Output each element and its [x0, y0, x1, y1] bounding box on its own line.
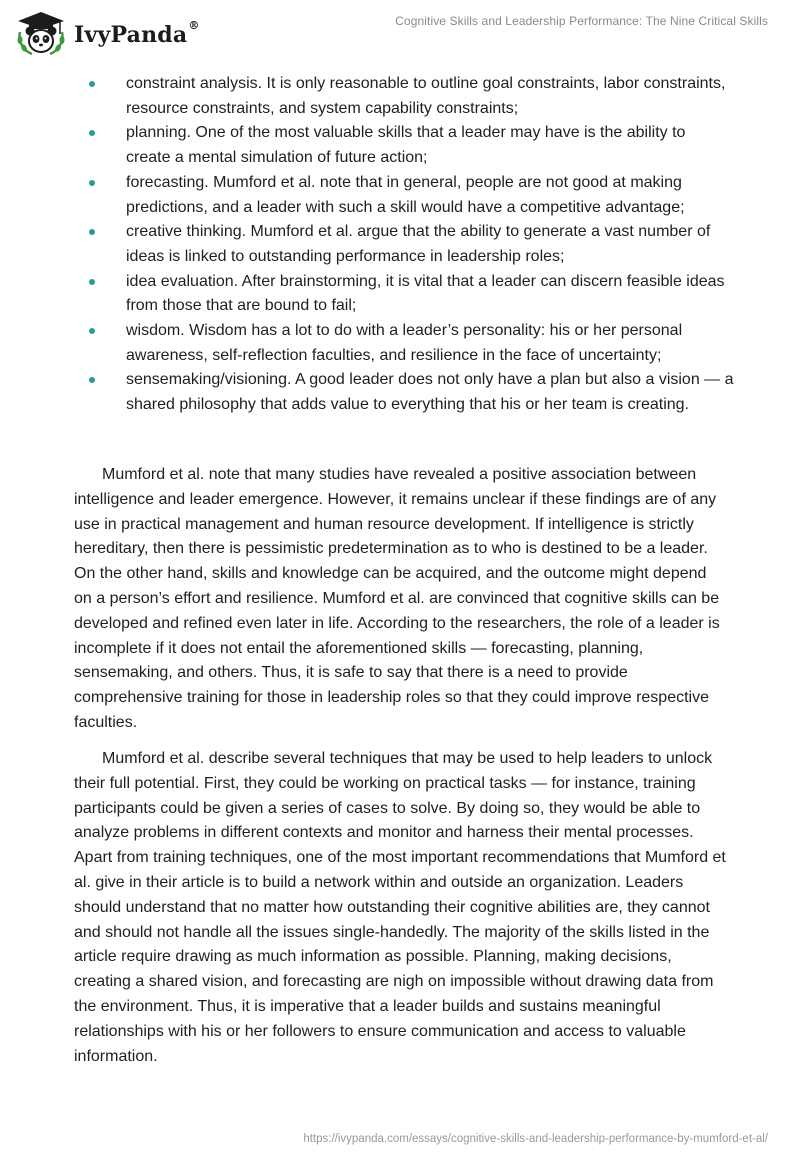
list-item-text: wisdom. Wisdom has a lot to do with a leader’s personality: his or her personal awareness, self-reflection faculties, and resilience in the face of uncertainty;: [126, 322, 683, 364]
ivypanda-logo[interactable]: [14, 10, 200, 56]
bullet-icon: [89, 180, 95, 186]
source-url-link[interactable]: https://ivypanda.com/essays/cognitive-skills-and-leadership-performance-by-mumford-et-al/: [303, 1133, 768, 1145]
bullet-icon: [89, 328, 95, 334]
bullet-icon: [89, 130, 95, 136]
panda-graduate-icon: [14, 10, 68, 56]
bullet-icon: [89, 279, 95, 285]
page-header: [0, 0, 800, 66]
list-item: [74, 121, 734, 170]
list-item-text: constraint analysis. It is only reasonable to outline goal constraints, labor constraints, resource constraints, and system capability constraints;: [126, 75, 726, 117]
list-item: [74, 171, 734, 220]
list-item: [74, 72, 734, 121]
logo-wordmark: IvyPanda®: [74, 19, 200, 48]
list-item-text: forecasting. Mumford et al. note that in general, people are not good at making predictions, and a leader with such a skill would have a competitive advantage;: [126, 173, 685, 216]
list-item: [74, 220, 734, 269]
list-item-text: creative thinking. Mumford et al. argue that the ability to generate a vast number of ideas is linked to outstanding performance in leadership roles;: [126, 223, 711, 265]
list-item: [74, 319, 734, 368]
list-item-text: idea evaluation. After brainstorming, it is vital that a leader can discern feasible ideas from those that are bound to fail;: [126, 272, 725, 315]
list-item-text: sensemaking/visioning. A good leader does not only have a plan but also a vision — a shared philosophy that adds value to everything that his or her team is creating.: [126, 371, 734, 414]
bullet-icon: [89, 81, 95, 87]
body-paragraph-1: Mumford et al. note that many studies have revealed a positive association between intelligence and leader emergence. However, it remains unclear if these findings are of any use in practical management and human resource development. If intelligence is strictly hereditary, then there is pessimistic predetermination as to who is destined to be a leader. On the other hand, skills and knowledge can be acquired, and the outcome might depend on a person’s effort and resilience. Mumford et al. are convinced that cognitive skills can be developed and refined even later in life. According to the researchers, the role of a leader is incomplete if it does not entail the aforementioned skills — forecasting, planning, sensemaking, and others. Thus, it is safe to say that there is a need to provide comprehensive training for those in leadership roles so that they could improve respective faculties.: [74, 466, 720, 731]
body-paragraph-2: Mumford et al. describe several techniques that may be used to help leaders to unlock their full potential. First, they could be working on practical tasks — for instance, training participants could be given a series of cases to solve. By doing so, they would be able to analyze problems in different contexts and monitor and harness their mental processes. Apart from training techniques, one of the most important recommendations that Mumford et al. give in their article is to build a network within and outside an organization. Leaders should understand that no matter how outstanding their cognitive abilities are, they cannot and should not handle all the issues single-handedly. The majority of the skills listed in the article require drawing as much information as possible. Planning, making decisions, creating a shared vision, and forecasting are nigh on impossible without drawing data from the environment. Thus, it is imperative that a leader builds and sustains meaningful relationships with his or her followers to ensure communication and access to valuable information.: [74, 750, 726, 1065]
list-item: [74, 368, 734, 417]
document-title: Cognitive Skills and Leadership Performance: The Nine Critical Skills: [395, 14, 768, 28]
registered-mark: ®: [188, 19, 200, 32]
skills-list: [74, 72, 734, 418]
bullet-icon: [89, 377, 95, 383]
list-item-text: planning. One of the most valuable skills that a leader may have is the ability to create a mental simulation of future action;: [126, 124, 686, 167]
bullet-icon: [89, 229, 95, 235]
list-item: [74, 270, 734, 319]
